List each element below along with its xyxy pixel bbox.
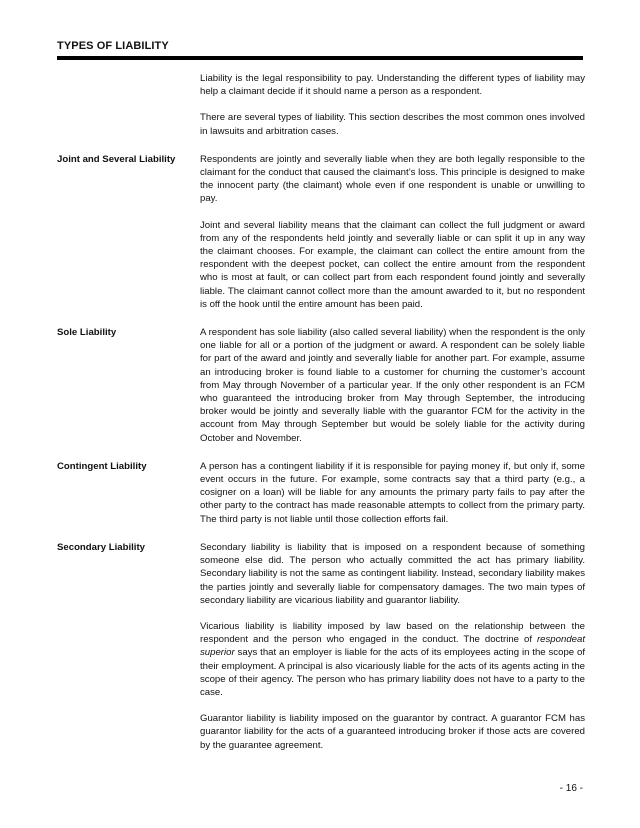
intro-label-spacer — [57, 72, 200, 153]
section-body — [200, 541, 585, 767]
paragraph: Liability is the legal responsibility to pay. Understanding the different types of liability may help a claimant decide if it should name a person as a respondent. — [200, 73, 585, 98]
section-body — [200, 326, 585, 460]
section-body — [200, 460, 585, 541]
paragraph: A respondent has sole liability (also called several liability) when the respondent is the only one liable for all or a portion of the judgment or award. A respondent can be solely liable for part of the award and jointly and severally liable for another part. For example, assume an introducing broker is found liable to a customer for churning the customer’s account from May through November of a particular year. If the only other respondent is an FCM who guaranteed the introducing broker from May through September, the introducing broker would be jointly and severally liable with the guarantor FCM for the activity in the account from May through September but would be solely liable for the activity during October and November. — [200, 327, 585, 444]
paragraph: Respondents are jointly and severally liable when they are both legally responsible to the claimant for the conduct that caused the claimant’s loss. This principle is designed to make the innocent party (the claimant) whole even if one respondent is unable or unwilling to pay. — [200, 153, 585, 205]
paragraph-vicarious-liability — [200, 620, 585, 699]
section-contingent-liability — [57, 460, 585, 541]
section-heading: Sole Liability — [57, 327, 117, 339]
text-run: Vicarious liability is liability imposed by law based on the relationship between the respondent and the person who engaged in the conduct. The doctrine of — [200, 620, 585, 646]
section-body — [200, 153, 585, 326]
page-header-title: TYPES OF LIABILITY — [57, 40, 169, 52]
section-secondary-liability — [57, 541, 585, 767]
section-heading: Contingent Liability — [57, 460, 147, 472]
paragraph: There are several types of liability. This section describes the most common ones involved in lawsuits and arbitration cases. — [200, 112, 585, 137]
intro-body — [200, 72, 585, 153]
paragraph: A person has a contingent liability if it is responsible for paying money if, but only if, some event occurs in the future. For example, some contracts say that a third party (e.g., a cosigner on a loan) will be liable for any amounts the primary party fails to pay after the other party to the contract has made reasonable attempts to collect from the primary party. The third party is not liable until those collection efforts fail. — [200, 460, 585, 525]
page-number: - 16 - — [559, 783, 583, 794]
italic-term: respondeat superior — [200, 634, 585, 659]
paragraph: Guarantor liability is liability imposed on the guarantor by contract. A guarantor FCM has guarantor liability for the acts of a guaranteed introducing broker if those acts are covered by the guarantee agreement. — [200, 713, 585, 751]
document-body — [57, 72, 585, 767]
section-heading: Secondary Liability — [57, 541, 145, 553]
paragraph: Secondary liability is liability that is imposed on a respondent because of something someone else did. The person who actually committed the act has primary liability. Secondary liability is not the same as contingent liability. Instead, secondary liability makes the parties jointly and severally liable for compensatory damages. The two main types of secondary liability are vicarious liability and guarantor liability. — [200, 541, 585, 606]
section-joint-and-several — [57, 153, 585, 326]
section-sole-liability — [57, 326, 585, 460]
section-heading: Joint and Several Liability — [57, 153, 176, 165]
text-run: says that an employer is liable for the acts of its employees acting in the scope of their employment. A principal is also vicariously liable for the acts of its agents acting in the scope of their agency. The person who has primary liability does not have to a party to the case. — [200, 647, 585, 698]
intro-section — [57, 72, 585, 153]
header-rule — [57, 56, 583, 60]
paragraph: Joint and several liability means that the claimant can collect the full judgment or award from any of the respondents held jointly and severally liable or can split it up in any way the claimant chooses. For example, the claimant can collect the entire amount from the respondent with the deepest pocket, can collect the entire amount from the respondent who is most at fault, or can collect part from each respondent found jointly and severally liable. The claimant cannot collect more than the amount awarded to it, but no respondent is off the hook until the entire amount has been paid. — [200, 219, 585, 310]
